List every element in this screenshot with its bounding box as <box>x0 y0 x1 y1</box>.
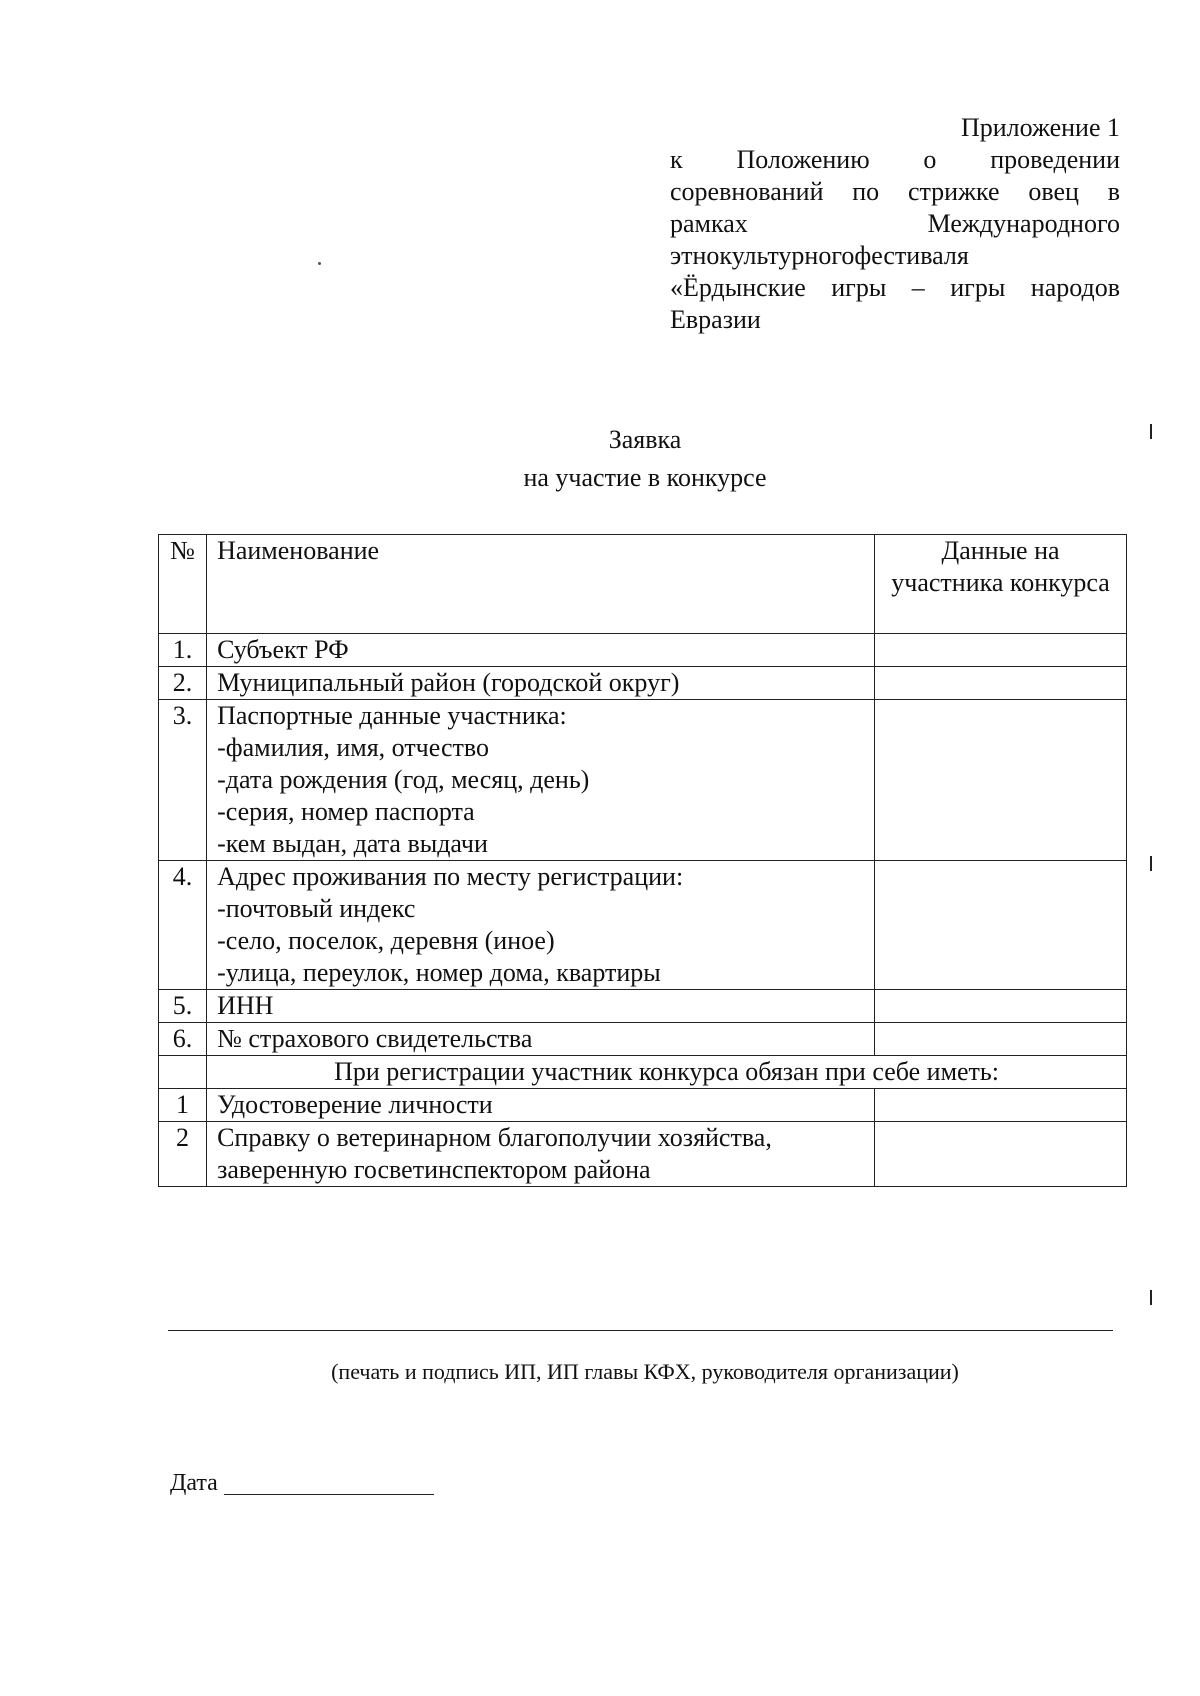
empty-cell <box>159 1056 207 1089</box>
document-subtitle: на участие в конкурсе <box>523 463 767 492</box>
appendix-title: Приложение 1 <box>960 113 1120 142</box>
appendix-line: «Ёрдынские игры – игры народов <box>670 273 1120 302</box>
row-name-line: Адрес проживания по месту регистрации: <box>217 862 684 891</box>
row-name-line: ИНН <box>217 991 274 1020</box>
row-number: 2 <box>159 1122 207 1187</box>
row-name <box>207 861 875 990</box>
registration-note: При регистрации участник конкурса обязан при себе иметь: <box>207 1056 1127 1089</box>
table-row <box>159 1023 1127 1056</box>
appendix-block <box>670 112 1120 336</box>
table-row <box>159 1089 1127 1122</box>
row-name-line: Муниципальный район (городской округ) <box>217 668 680 697</box>
row-name-line: -серия, номер паспорта <box>217 797 475 826</box>
participant-data-cell[interactable] <box>875 700 1127 861</box>
row-name-line: № страхового свидетельства <box>217 1024 533 1053</box>
row-name <box>207 667 875 700</box>
table-row <box>159 1122 1127 1187</box>
participant-data-cell[interactable] <box>875 1122 1127 1187</box>
header-name: Наименование <box>207 535 875 634</box>
appendix-line: соревнований по стрижке овец в <box>670 177 1120 206</box>
row-name-line: -почтовый индекс <box>217 894 416 923</box>
appendix-line: Евразии <box>670 305 761 334</box>
header-data: Данные на участника конкурса <box>875 535 1127 634</box>
margin-mark <box>1150 1290 1152 1305</box>
row-name <box>207 1122 875 1187</box>
participant-data-cell[interactable] <box>875 990 1127 1023</box>
table-row <box>159 667 1127 700</box>
row-name <box>207 634 875 667</box>
row-number: 3. <box>159 700 207 861</box>
row-name <box>207 700 875 861</box>
table-row <box>159 634 1127 667</box>
table-header-row <box>159 535 1127 634</box>
row-name-line: -фамилия, имя, отчество <box>217 733 489 762</box>
row-name-line: Паспортные данные участника: <box>217 701 567 730</box>
row-name-line: -кем выдан, дата выдачи <box>217 829 488 858</box>
row-name <box>207 1023 875 1056</box>
row-name <box>207 1089 875 1122</box>
appendix-line: этнокультурногофестиваля <box>670 241 969 270</box>
row-number: 5. <box>159 990 207 1023</box>
row-name-line: -дата рождения (год, месяц, день) <box>217 765 590 794</box>
signature-caption: (печать и подпись ИП, ИП главы КФХ, руководителя организации) <box>331 1359 959 1384</box>
row-name-line: -село, поселок, деревня (иное) <box>217 926 555 955</box>
row-number: 1. <box>159 634 207 667</box>
table-note-row <box>159 1056 1127 1089</box>
row-name-line: Удостоверение личности <box>217 1090 493 1119</box>
row-number: 4. <box>159 861 207 990</box>
participant-data-cell[interactable] <box>875 1089 1127 1122</box>
participant-data-cell[interactable] <box>875 667 1127 700</box>
table-row <box>159 861 1127 990</box>
participant-data-cell[interactable] <box>875 1023 1127 1056</box>
row-name-line: Справку о ветеринарном благополучии хозяйства, <box>217 1123 772 1152</box>
application-table <box>158 534 1127 1187</box>
row-name <box>207 990 875 1023</box>
row-number: 2. <box>159 667 207 700</box>
appendix-line: рамках Международного <box>670 209 1120 238</box>
document-title: Заявка <box>608 425 682 454</box>
date-field-line[interactable] <box>224 1494 434 1495</box>
appendix-line: к Положению о проведении <box>670 145 1120 174</box>
table-row <box>159 700 1127 861</box>
row-name-line: -улица, переулок, номер дома, квартиры <box>217 958 661 987</box>
signature-line <box>168 1330 1113 1331</box>
row-number: 6. <box>159 1023 207 1056</box>
scan-dot <box>318 262 321 265</box>
margin-mark <box>1150 856 1152 871</box>
row-name-line: Субъект РФ <box>217 635 349 664</box>
participant-data-cell[interactable] <box>875 634 1127 667</box>
participant-data-cell[interactable] <box>875 861 1127 990</box>
header-num: № <box>159 535 207 634</box>
row-name-line: заверенную госветинспектором района <box>217 1155 651 1184</box>
date-label: Дата <box>170 1470 218 1496</box>
table-row <box>159 990 1127 1023</box>
row-number: 1 <box>159 1089 207 1122</box>
